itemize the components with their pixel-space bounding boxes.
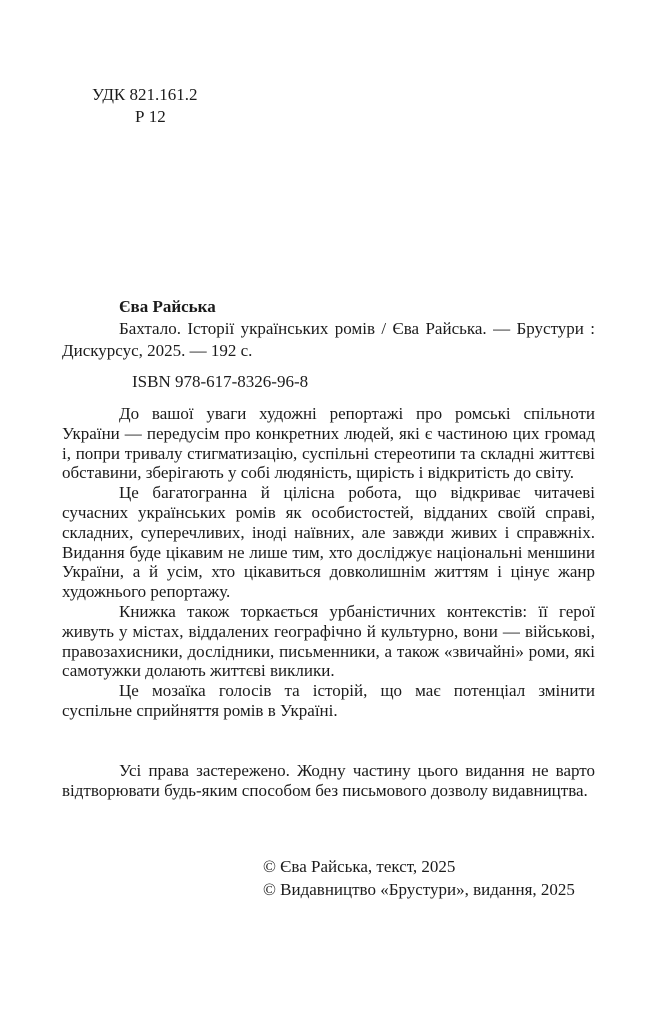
isbn-block	[62, 371, 595, 393]
annotation-paragraph: Це мозаїка голосів та історій, що має потенціал змінити суспільне сприйняття ромів в Україні.	[62, 681, 595, 720]
copyright-line-text: © Єва Райська, текст, 2025	[263, 857, 456, 876]
rights-notice-block	[62, 761, 595, 801]
rights-notice: Усі права застережено. Жодну частину цього видання не варто відтворювати будь-яким способом без письмового дозволу видавництва.	[62, 761, 595, 800]
isbn-number: ISBN 978-617-8326-96-8	[132, 372, 309, 391]
catalog-card-block	[62, 296, 595, 362]
annotation-paragraph: До вашої уваги художні репортажі про ромські спільноти України — передусім про конкретних людей, які є частиною цих громад і, попри тривалу стигматизацію, суспільні стереотипи та складні життєві обставини, зберігають у собі людяність, щирість і відкритість до світу.	[62, 404, 595, 483]
udc-line: УДК 821.161.2	[92, 85, 198, 104]
copyright-line-publisher: © Видавництво «Брустури», видання, 2025	[263, 879, 575, 899]
annotation-paragraph: Книжка також торкається урбаністичних контекстів: її герої живуть у містах, віддалених географічно й культурно, вони — військові, правозахисники, дослідники, письменники, а також «звичайні» роми, які самотужки долають життєві виклики.	[62, 601, 595, 681]
bibliographic-description: Бахтало. Історії українських ромів / Єва Райська. — Брустури : Дискурсус, 2025. — 192 с.	[62, 319, 595, 360]
author-name: Єва Райська	[119, 297, 216, 316]
annotation-block	[62, 404, 595, 721]
classification-index: Р 12	[135, 107, 166, 126]
udc-classification-block	[92, 84, 392, 128]
copyright-block	[263, 856, 623, 901]
annotation-paragraph: Це багатогранна й цілісна робота, що відкриває читачеві сучасних українських ромів як особистостей, відданих своїй справі, складних, суперечливих, іноді наївних, але завжди живих і справжніх. Видання буде цікавим не лише тим, хто досліджує національні меншини України, а й усім, хто цікавиться довколишнім життям і цінує жанр художнього репортажу.	[62, 483, 595, 602]
